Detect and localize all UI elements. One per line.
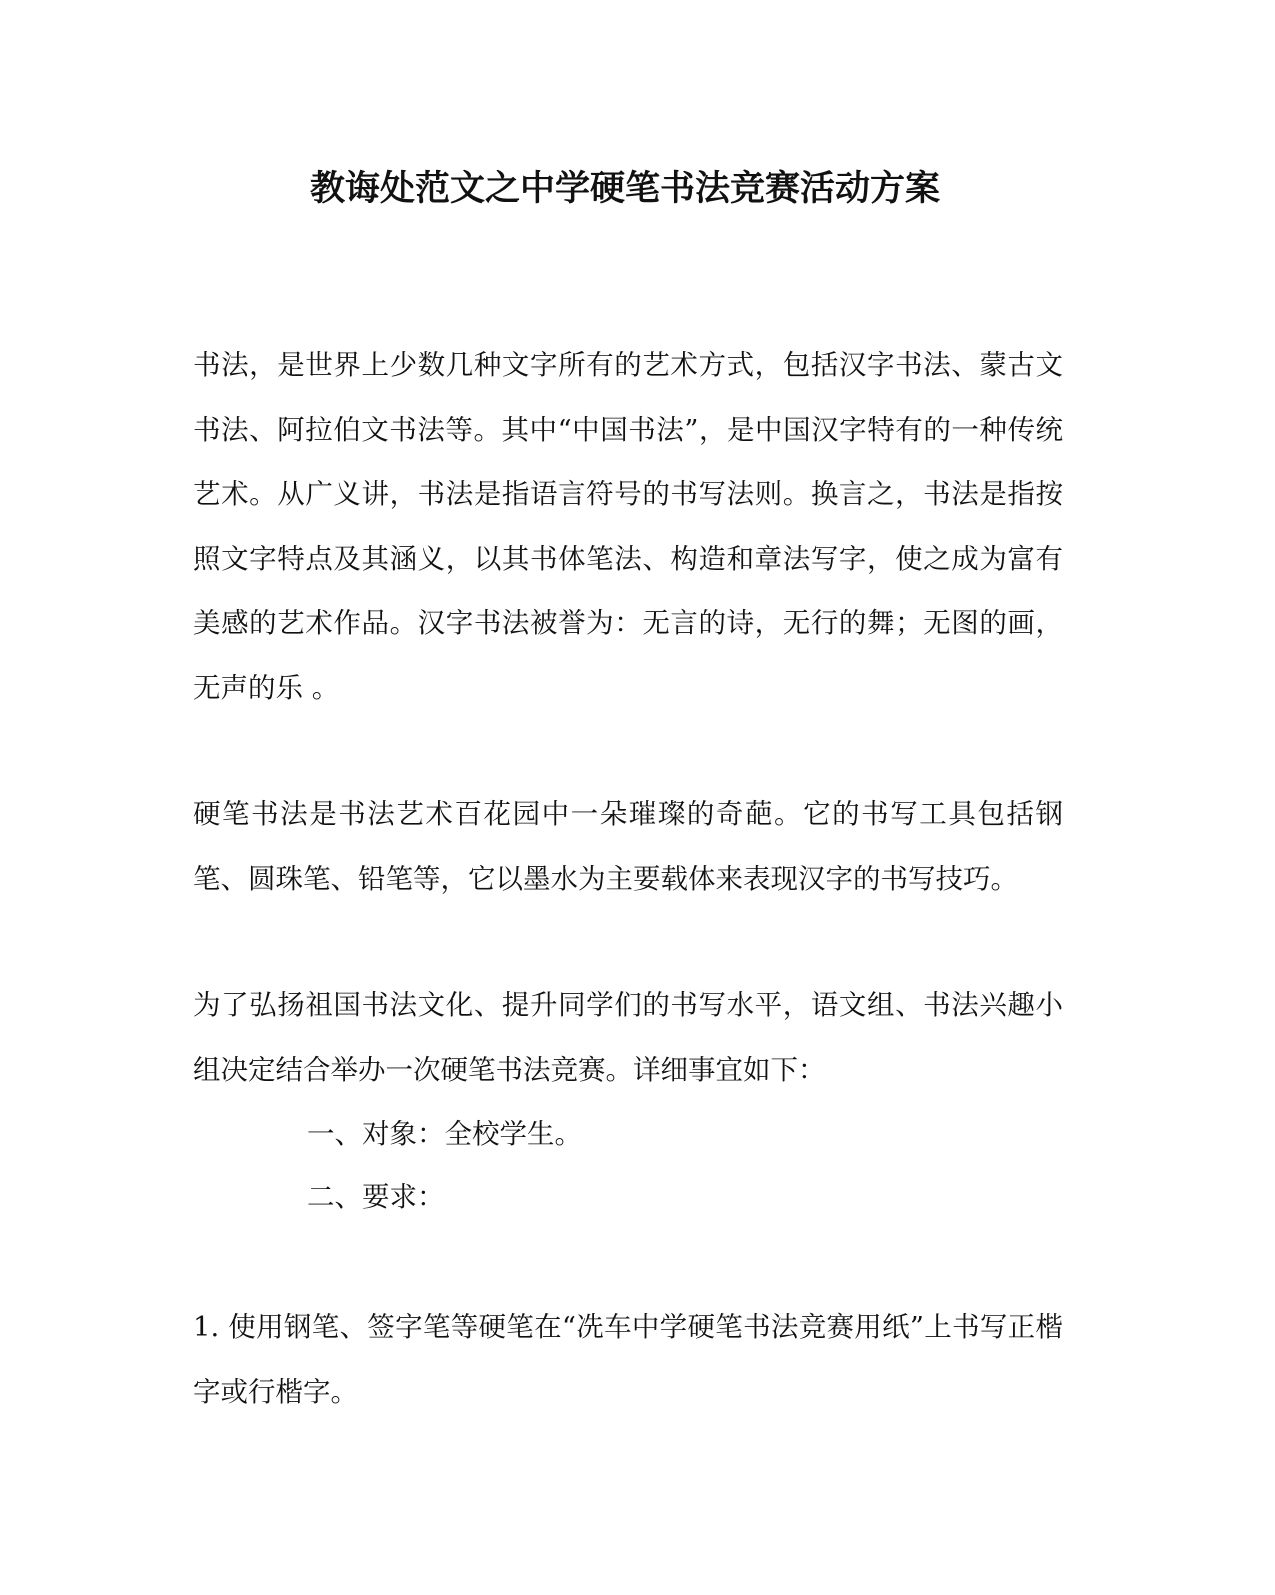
paragraph-purpose: 为了弘扬祖国书法文化、提升同学们的书写水平，语文组、书法兴趣小组决定结合举办一次硬笔书法竞赛。详细事宜如下： (193, 989, 1063, 1086)
section-item-target: 一、对象：全校学生。 (307, 1118, 582, 1150)
numbered-item-1: 1. 使用钢笔、签字笔等硬笔在“冼车中学硬笔书法竞赛用纸”上书写正楷字或行楷字。 (193, 1311, 1063, 1408)
section-item-requirements: 二、要求： (307, 1181, 445, 1213)
paragraph-hard-pen: 硬笔书法是书法艺术百花园中一朵璀璨的奇葩。它的书写工具包括钢笔、圆珠笔、铅笔等，它以墨水为主要载体来表现汉字的书写技巧。 (193, 798, 1063, 895)
document-title: 教诲处范文之中学硬笔书法竞赛活动方案 (309, 168, 940, 209)
paragraph-intro: 书法，是世界上少数几种文字所有的艺术方式，包括汉字书法、蒙古文书法、阿拉伯文书法等。其中“中国书法”，是中国汉字特有的一种传统艺术。从广义讲，书法是指语言符号的书写法则。换言之，书法是指按照文字特点及其涵义，以其书体笔法、构造和章法写字，使之成为富有美感的艺术作品。汉字书法被誉为：无言的诗，无行的舞；无图的画，无声的乐 。 (193, 349, 1063, 704)
